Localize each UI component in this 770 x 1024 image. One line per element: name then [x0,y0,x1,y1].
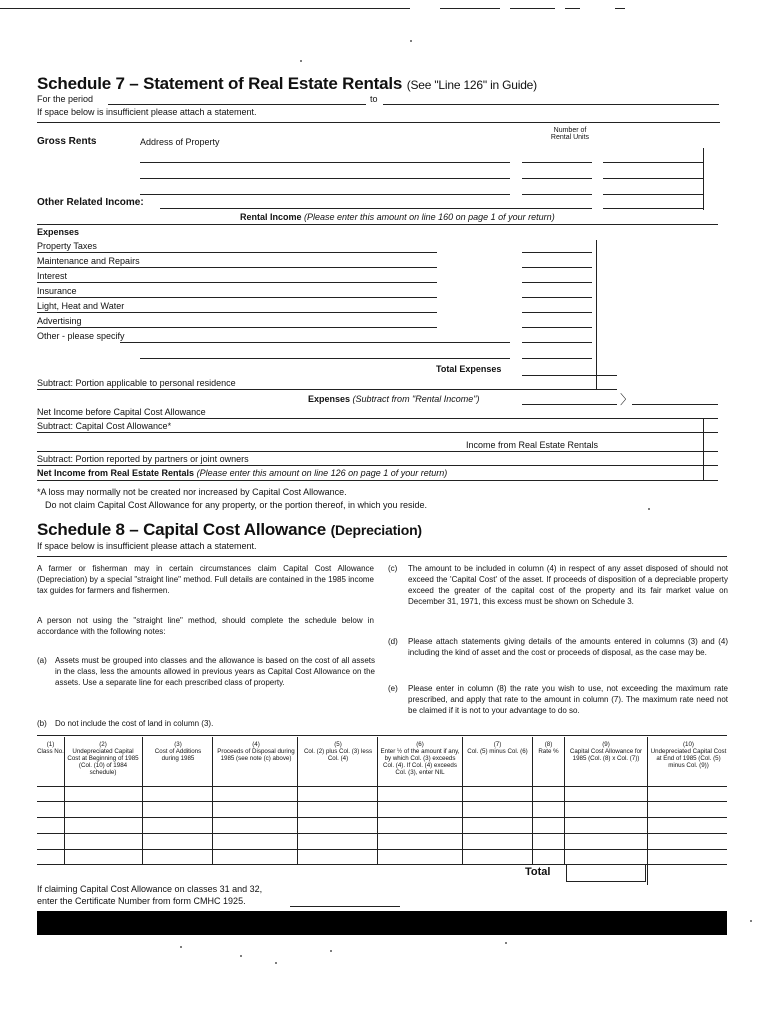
column-header: (2) Undepreciated Capital Cost at Beginning of 1985 (Col. (10) of 1984 schedule) [67,741,139,776]
row-rule [37,282,437,283]
scan-speck [330,950,332,952]
rental-income-amount[interactable] [603,224,718,225]
expenses-row: Expenses (Subtract from "Rental Income") [308,394,480,404]
expense-amount[interactable] [522,342,592,343]
expense-amount[interactable] [522,327,592,328]
amount-field[interactable] [603,162,703,163]
table-row[interactable] [37,801,727,802]
row-rule [37,432,718,433]
table-row[interactable] [37,849,727,850]
scan-speck [750,920,752,922]
column-header: (10) Undepreciated Capital Cost at End of 1985 (Col. (5) minus Col. (9)) [650,741,727,769]
total-label: Total [525,866,551,878]
scan-speck [410,40,412,42]
table-row[interactable] [37,817,727,818]
section-rule [37,556,727,557]
top-rule-segment [510,8,555,9]
row-rule [37,418,718,419]
expense-item: Maintenance and Repairs [37,256,140,266]
scan-speck [505,942,507,944]
expenses-carry-amount[interactable] [632,404,718,405]
expense-item: Interest [37,271,68,281]
table-top-rule [37,735,727,736]
footnote-2: Do not claim Capital Cost Allowance for any property, or the portion thereof, in which you reside. [45,500,428,510]
expense-item: Other - please specify [37,331,125,341]
expense-column-rule [596,240,597,390]
certificate-line-2: enter the Certificate Number from form CMHC 1925. [37,896,246,906]
total-amount-box[interactable] [566,864,646,882]
rental-income-row: Rental Income (Please enter this amount on line 160 on page 1 of your return) [240,212,555,222]
total-expenses-amount[interactable] [522,375,617,376]
top-rule-segment [565,8,580,9]
note-a: Assets must be grouped into classes and the allowance is based on the cost of all assets in the class, less the amounts allowed in previous years as Capital Cost Allowance on the assets. Use a separate line for each prescribed class of property. [55,656,375,687]
row-rule [37,451,718,452]
expense-item: Advertising [37,316,82,326]
other-income-label: Other Related Income: [37,197,144,208]
note-label: (c) [388,564,398,573]
subtract-cca-label: Subtract: Capital Cost Allowance* [37,421,172,431]
period-label: For the period [37,94,94,104]
column-header: (9) Capital Cost Allowance for 1985 (Col. (8) x Col. (7)) [569,741,643,762]
note-e: Please enter in column (8) the rate you wish to use, not exceeding the maximum rate prescribed, and apply that rate to the amount in column (7). The maximum rate need not be claimed if it is not to your advantage to do so. [408,684,728,715]
subtract-personal-label: Subtract: Portion applicable to personal residence [37,378,236,388]
column-header: (5) Col. (2) plus Col. (3) less Col. (4) [303,741,373,762]
units-field[interactable] [522,194,592,195]
address-label: Address of Property [140,137,220,147]
expense-item: Light, Heat and Water [37,301,125,311]
other-income-amount[interactable] [603,208,703,209]
period-to-label: to [370,94,378,104]
insufficient-note: If space below is insufficient please attach a statement. [37,107,257,117]
income-rentals-label: Income from Real Estate Rentals [466,440,599,450]
arrow-icon: 〉 [620,392,634,407]
units-field[interactable] [522,162,592,163]
expense-amount[interactable] [522,358,592,359]
table-row[interactable] [37,833,727,834]
row-rule [37,465,718,466]
column-header: (1) Class No. [37,741,64,755]
scan-speck [648,508,650,510]
other-income-field[interactable] [160,208,592,209]
row-rule [37,267,437,268]
top-rule [0,8,410,9]
expense-amount[interactable] [522,297,592,298]
expense-amount[interactable] [522,282,592,283]
column-header: (6) Enter ½ of the amount if any, by which Col. (3) exceeds Col. (4). If Col. (4) exceeds Col. (3), enter NIL [380,741,460,776]
note-label: (d) [388,637,398,646]
notes-paragraph: A person not using the "straight line" method, should complete the schedule below in accordance with the following notes: [37,616,374,636]
insufficient-note: If space below is insufficient please attach a statement. [37,541,257,551]
column-header: (3) Cost of Additions during 1985 [154,741,202,762]
total-expenses-label: Total Expenses [436,364,502,374]
column-header: (4) Proceeds of Disposal during 1985 (see note (c) above) [217,741,295,762]
bottom-black-bar [37,911,727,935]
note-d: Please attach statements giving details of the amounts entered in columns (3) and (4) including the kind of asset and the cost or proceeds of disposal, as the case may be. [408,637,728,657]
expense-amount[interactable] [522,312,592,313]
net-income-row: Net Income from Real Estate Rentals (Please enter this amount on line 126 on page 1 of your return) [37,468,448,478]
top-rule-segment [615,8,625,9]
row-rule [37,327,437,328]
address-field[interactable] [140,194,510,195]
subtract-personal-amount[interactable] [37,389,617,390]
net-income-amount[interactable] [37,480,718,481]
row-rule [37,252,437,253]
cca-table [37,737,727,867]
schedule8-title: Schedule 8 – Capital Cost Allowance (Depreciation) [37,520,422,539]
gross-rents-label: Gross Rents [37,136,97,147]
table-row-rule [37,786,727,787]
other-specify-field[interactable] [120,342,510,343]
row-rule [37,312,437,313]
period-to-field[interactable] [383,104,719,105]
amount-field[interactable] [603,194,703,195]
note-label: (e) [388,684,398,693]
footnote-1: *A loss may normally not be created nor increased by Capital Cost Allowance. [37,487,347,497]
amount-field[interactable] [603,178,703,179]
scan-speck [300,60,302,62]
note-label: (a) [37,656,47,665]
expense-item: Property Taxes [37,241,97,251]
certificate-line-1: If claiming Capital Cost Allowance on classes 31 and 32, [37,884,263,894]
period-from-field[interactable] [108,104,366,105]
row-rule [37,297,437,298]
note-c: The amount to be included in column (4) in respect of any asset disposed of should not exceed the 'Capital Cost' of the asset. If proceeds of disposition of a depreciable property exceed the greater of the capital cost of the property and its fair market value on December 31, 1971, this excess must be shown on Schedule 3. [408,564,728,606]
address-field[interactable] [140,162,510,163]
units-label: Number of Rental Units [550,127,590,141]
section-rule [37,122,720,123]
column-divider [647,737,648,885]
scan-speck [240,955,242,957]
expenses-amount[interactable] [522,404,617,405]
units-field[interactable] [522,178,592,179]
amount-column-rule [703,418,704,480]
expense-item: Insurance [37,286,77,296]
scan-speck [180,946,182,948]
top-rule-segment [440,8,500,9]
notes-paragraph: A farmer or fisherman may in certain circumstances claim Capital Cost Allowance (Depreciation) by a special "straight line" method. Full details are contained in the 1985 income tax guides for farmers and fishermen. [37,564,374,595]
expenses-heading: Expenses [37,227,80,237]
amount-column-rule [703,148,704,210]
section-rule [37,224,612,225]
expense-amount[interactable] [522,267,592,268]
scan-speck [275,962,277,964]
note-b: Do not include the cost of land in column (3). [55,719,214,728]
address-field[interactable] [140,178,510,179]
column-header: (7) Col. (5) minus Col. (6) [467,741,528,755]
other-specify-field[interactable] [140,358,510,359]
expense-amount[interactable] [522,252,592,253]
schedule7-title: Schedule 7 – Statement of Real Estate Rentals (See "Line 126" in Guide) [37,74,537,93]
note-label: (b) [37,719,47,728]
column-header: (8) Rate % [538,741,559,755]
net-before-cca-label: Net Income before Capital Cost Allowance [37,407,206,417]
subtract-partners-label: Subtract: Portion reported by partners or joint owners [37,454,249,464]
certificate-number-field[interactable] [290,906,400,907]
